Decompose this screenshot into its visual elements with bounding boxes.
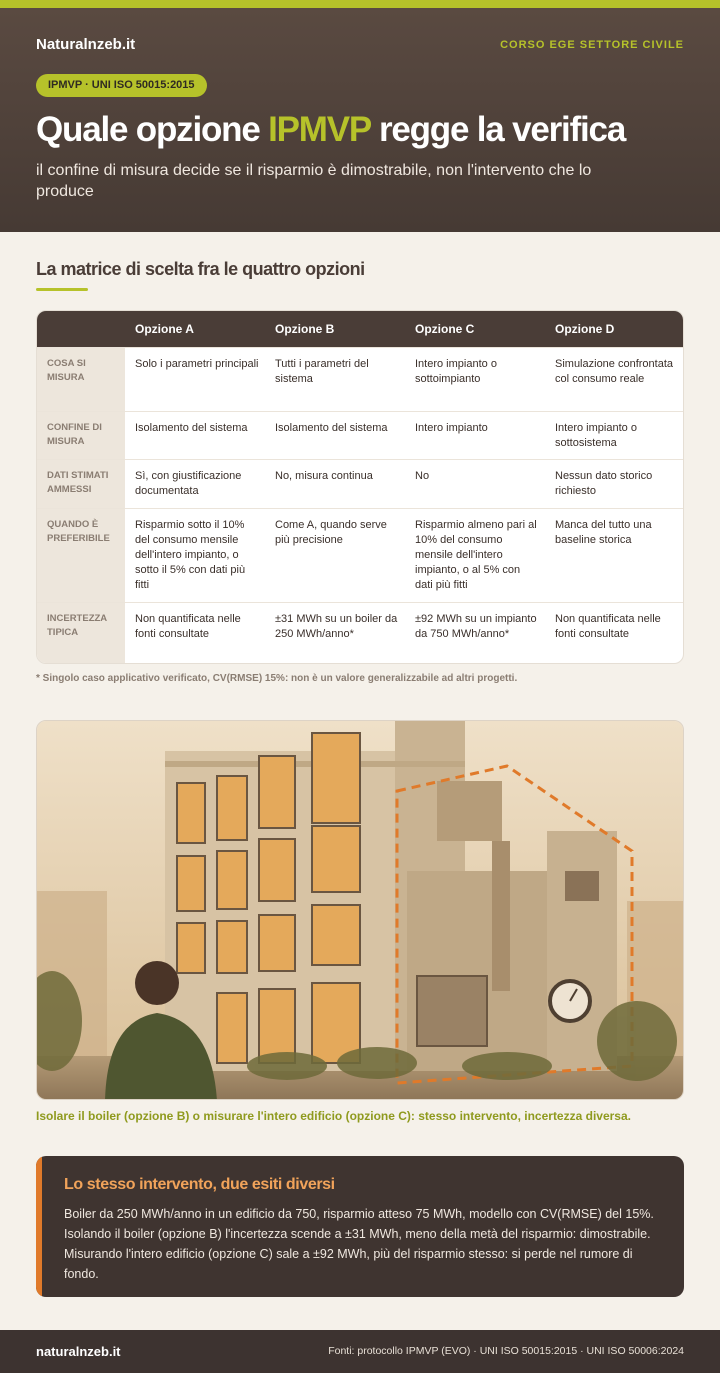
- table-cell: Isolamento del sistema: [135, 422, 248, 434]
- page-footer: [0, 1330, 720, 1373]
- row-label: CONFINE DI MISURA: [47, 422, 102, 447]
- column-header-c: Opzione C: [415, 322, 475, 336]
- table-cell: No: [415, 470, 430, 482]
- callout-body: Boiler da 250 MWh/anno in un edificio da 750, risparmio atteso 75 MWh, modello con CV(RMSE) del 15%. Isolando il boiler (opzione B) l'incertezza scende a ±31 MWh, meno della metà del risparmio: dimostrabile. Misurando l'intero edificio (opzione C) sale a ±92 MWh, più del risparmio stesso: si perde nel rumore di fondo.: [64, 1207, 654, 1281]
- column-header-a: Opzione A: [135, 322, 194, 336]
- page-subtitle: il confine di misura decide se il risparmio è dimostrabile, non l'intervento che lo produce: [36, 162, 592, 200]
- table-cell: Come A, quando serve più precisione: [275, 519, 387, 546]
- table-cell: Intero impianto o sottosistema: [555, 422, 637, 449]
- title-highlight: IPMVP: [268, 110, 371, 149]
- table-cell: Intero impianto: [415, 422, 488, 434]
- footer-sources: Fonti: protocollo IPMVP (EVO) · UNI ISO 50015:2015 · UNI ISO 50006:2024: [328, 1345, 684, 1357]
- section-underline: [36, 288, 88, 291]
- column-header-b: Opzione B: [275, 322, 335, 336]
- building-scene-image: [37, 721, 684, 1100]
- title-part-1: Quale opzione: [36, 110, 269, 149]
- table-cell: Nessun dato storico richiesto: [555, 470, 653, 497]
- table-row: [37, 602, 684, 664]
- top-accent-bar: [0, 0, 720, 8]
- table-row: [37, 508, 684, 602]
- table-cell: Non quantificata nelle fonti consultate: [135, 613, 241, 640]
- table-cell: No, misura continua: [275, 470, 373, 482]
- brand-logo[interactable]: Naturalnzeb.it: [36, 36, 136, 53]
- table-cell: Risparmio sotto il 10% del consumo mensile dell'intero impianto, o sotto il 5% con dati più fitti: [135, 519, 246, 591]
- row-label: QUANDO È PREFERIBILE: [47, 519, 110, 544]
- page-title: [36, 110, 625, 150]
- page-header: [0, 8, 720, 232]
- table-cell: ±92 MWh su un impianto da 750 MWh/anno*: [415, 613, 537, 640]
- table-cell: Tutti i parametri del sistema: [275, 358, 369, 385]
- table-row: [37, 411, 684, 459]
- table-row: [37, 459, 684, 508]
- row-label: DATI STIMATI AMMESSI: [47, 470, 109, 495]
- title-part-2: regge la verifica: [370, 110, 626, 149]
- building-illustration: [36, 720, 684, 1100]
- table-footnote: * Singolo caso applicativo verificato, CV(RMSE) 15%: non è un valore generalizzabile ad altri progetti.: [36, 673, 518, 684]
- footer-brand-link[interactable]: naturalnzeb.it: [36, 1344, 121, 1359]
- table-cell: Risparmio almeno pari al 10% del consumo mensile dell'intero impianto, o al 5% con dati più fitti: [415, 519, 537, 591]
- course-label: CORSO EGE SETTORE CIVILE: [500, 39, 684, 51]
- table-row: [37, 347, 684, 411]
- options-matrix-table: [36, 310, 684, 664]
- row-label: COSA SI MISURA: [47, 358, 86, 383]
- table-cell: Simulazione confrontata col consumo reale: [555, 358, 674, 385]
- section-title: La matrice di scelta fra le quattro opzioni: [36, 259, 365, 279]
- column-header-d: Opzione D: [555, 322, 615, 336]
- table-cell: Manca del tutto una baseline storica: [555, 519, 652, 546]
- table-cell: ±31 MWh su un boiler da 250 MWh/anno*: [275, 613, 398, 640]
- standard-badge: IPMVP · UNI ISO 50015:2015: [36, 74, 207, 97]
- table-cell: Non quantificata nelle fonti consultate: [555, 613, 661, 640]
- example-callout: [36, 1156, 684, 1297]
- illustration-caption: Isolare il boiler (opzione B) o misurare l'intero edificio (opzione C): stesso intervento, incertezza diversa.: [36, 1109, 631, 1123]
- table-header: [37, 311, 684, 347]
- row-label: INCERTEZZA TIPICA: [47, 613, 107, 638]
- table-cell: Intero impianto o sottoimpianto: [415, 358, 497, 385]
- table-cell: Solo i parametri principali: [135, 358, 259, 370]
- callout-title: Lo stesso intervento, due esiti diversi: [64, 1176, 335, 1193]
- table-cell: Sì, con giustificazione documentata: [135, 470, 242, 497]
- table-cell: Isolamento del sistema: [275, 422, 388, 434]
- callout-accent-bar: [36, 1156, 42, 1297]
